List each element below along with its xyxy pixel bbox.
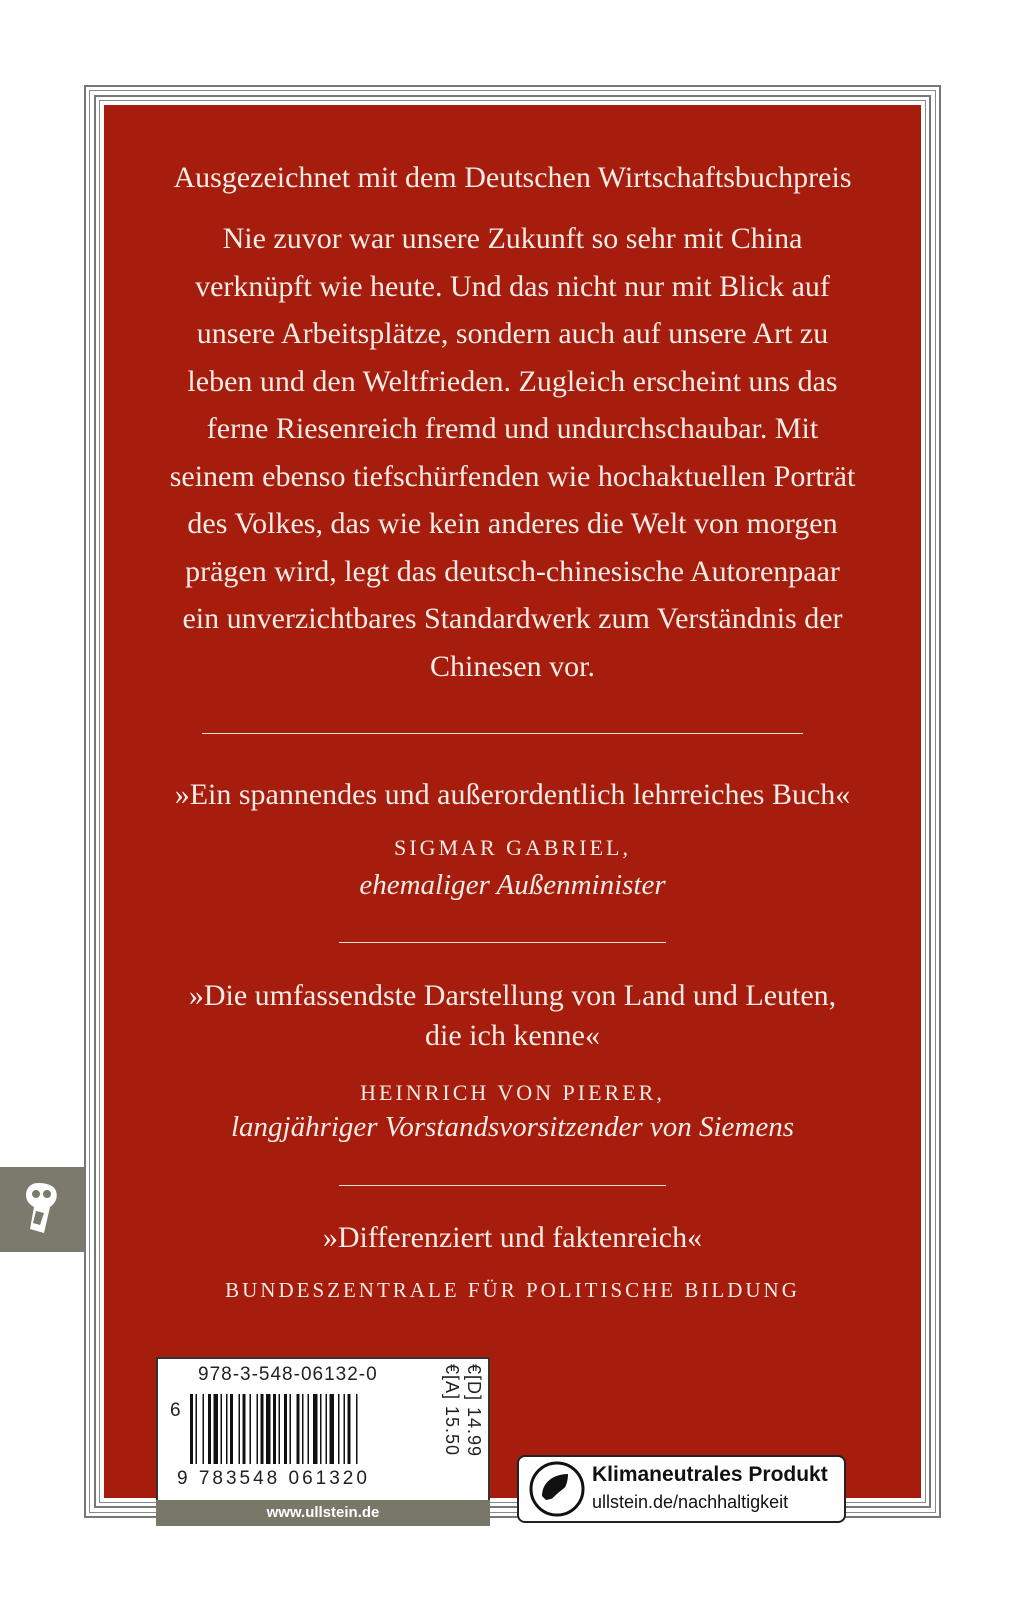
barcode-lead-digit: 6	[170, 1400, 181, 1421]
leaf-globe-icon	[528, 1460, 586, 1518]
quote-2-author-role: langjähriger Vorstandsvorsitzender von Siemens	[230, 1111, 795, 1143]
blurb	[104, 215, 921, 690]
quote-3-author: BUNDESZENTRALE FÜR POLITISCHE BILDUNG	[225, 1278, 800, 1302]
blurb-line: Chinesen vor.	[430, 649, 595, 683]
publisher-logo-tab	[0, 1167, 84, 1252]
quote-1-line: »Ein spannendes und außerordentlich lehrreiches Buch«	[174, 778, 851, 811]
isbn-text: 978-3-548-06132-0	[198, 1364, 378, 1385]
price-austria: €[A] 15.50	[442, 1364, 462, 1457]
blurb-line: prägen wird, legt das deutsch-chinesische Autorenpaar	[185, 554, 840, 588]
quote-3	[104, 1218, 921, 1258]
blurb-line: verknüpft wie heute. Und das nicht nur mit Blick auf	[195, 269, 830, 303]
quote-1	[104, 775, 921, 815]
divider-rule	[202, 733, 803, 734]
blurb-line: unsere Arbeitsplätze, sondern auch auf unsere Art zu	[196, 317, 829, 350]
blurb-line: des Volkes, das wie kein anderes die Welt von morgen	[187, 507, 838, 540]
quote-1-author: SIGMAR GABRIEL,	[394, 835, 631, 860]
quote-2-line: die ich kenne«	[425, 1019, 600, 1052]
badge-url: ullstein.de/nachhaltigkeit	[592, 1492, 789, 1512]
blurb-line: seinem ebenso tiefschürfenden wie hochaktuellen Porträt	[169, 459, 856, 493]
publisher-website: www.ullstein.de	[156, 1500, 490, 1526]
blurb-line: ein unverzichtbares Standardwerk zum Verständnis der	[182, 602, 843, 635]
quote-2-author: HEINRICH VON PIERER,	[360, 1080, 665, 1105]
quote-3-line: »Differenziert und faktenreich«	[322, 1221, 703, 1254]
award-line: Ausgezeichnet mit dem Deutschen Wirtschaftsbuchpreis	[173, 161, 852, 194]
quote-2-line: »Die umfassendste Darstellung von Land und Leuten,	[188, 979, 837, 1012]
badge-title: Klimaneutrales Produkt	[592, 1463, 828, 1486]
divider-rule	[339, 1185, 666, 1186]
divider-rule	[339, 942, 666, 943]
blurb-line: ferne Riesenreich fremd und undurchschaubar. Mit	[206, 412, 819, 445]
barcode-bars	[190, 1394, 430, 1464]
barcode-digits: 9 783548 061320	[177, 1468, 370, 1489]
price-germany: €[D] 14.99	[464, 1364, 484, 1458]
blurb-line: Nie zuvor war unsere Zukunft so sehr mit China	[222, 222, 803, 255]
owl-icon	[0, 1167, 84, 1252]
blurb-line: leben und den Weltfrieden. Zugleich erscheint uns das	[187, 364, 838, 398]
price-column	[440, 1364, 486, 1504]
quote-2	[104, 976, 921, 1056]
quote-1-author-role: ehemaliger Außenminister	[359, 869, 666, 901]
